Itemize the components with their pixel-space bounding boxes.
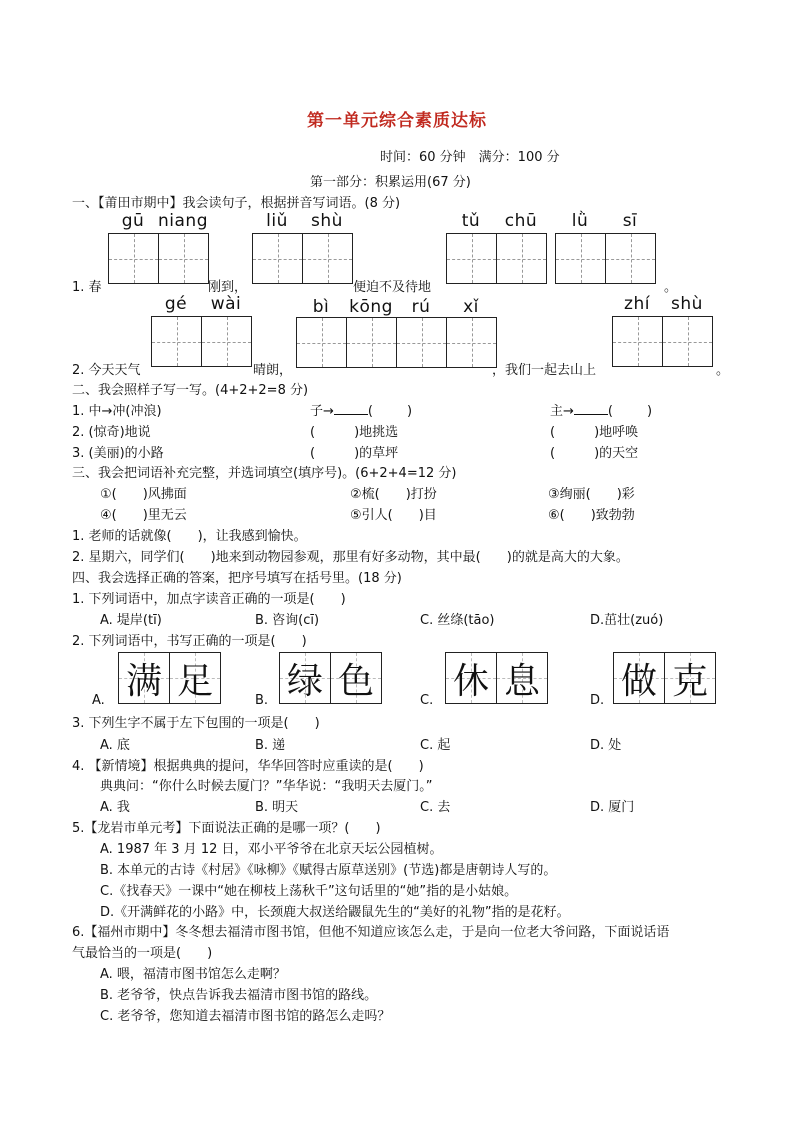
- s2-r1-example: 1. 中→冲(冲浪): [72, 404, 162, 419]
- q1-option-a[interactable]: A. 堤岸(tī): [100, 613, 162, 628]
- pinyin: chū: [504, 211, 538, 231]
- section3-heading: 三、我会把词语补充完整，并选词填空(填序号)。(6+2+4=12 分): [72, 466, 457, 481]
- idiom-6[interactable]: ⑥( )致勃勃: [548, 508, 635, 523]
- write-cell[interactable]: [202, 317, 251, 366]
- page-title: 第一单元综合素质达标: [307, 111, 487, 131]
- q2-stem: 2. 下列词语中，书写正确的一项是( ): [72, 634, 307, 649]
- pinyin: xǐ: [463, 297, 479, 317]
- write-cell[interactable]: [109, 234, 159, 283]
- hanzi: 足: [176, 660, 213, 702]
- s1-row2-text-a: 2. 今天天气: [72, 363, 141, 378]
- q5-option-b[interactable]: B. 本单元的古诗《村居》《咏柳》《赋得古原草送别》(节选)都是唐朝诗人写的。: [100, 863, 557, 878]
- idiom-1[interactable]: ①( )风拂面: [100, 487, 187, 502]
- idiom-2[interactable]: ②梳( )打扮: [350, 487, 437, 502]
- idiom-5[interactable]: ⑤引人( )目: [350, 508, 437, 523]
- time-info: 时间：60 分钟 满分：100 分: [380, 150, 560, 165]
- write-cell[interactable]: [497, 234, 546, 283]
- s1-row1-text-c: 便迫不及待地: [353, 280, 432, 295]
- pinyin: liǔ: [266, 211, 288, 231]
- write-cell[interactable]: [556, 234, 606, 283]
- q5-stem: 5.【龙岩市单元考】下面说法正确的是哪一项？( ): [72, 821, 381, 836]
- write-cell[interactable]: [152, 317, 202, 366]
- hanzi: 做: [620, 660, 657, 702]
- q3-stem: 3. 下列生字不属于左下包围的一项是( ): [72, 716, 320, 731]
- q6-option-a[interactable]: A. 喂，福清市图书馆怎么走啊？: [100, 967, 286, 982]
- s1-row2-text-c: ，我们一起去山上: [492, 363, 597, 378]
- pinyin: kōng: [349, 297, 393, 317]
- q1-option-c[interactable]: C. 丝绦(tāo): [420, 613, 495, 628]
- s2-r1-item3: [550, 400, 652, 419]
- pinyin: shù: [311, 211, 343, 231]
- blank[interactable]: [574, 402, 608, 415]
- q4-option-b[interactable]: B. 明天: [255, 800, 299, 815]
- s2-r3-item2[interactable]: ( )的草坪: [310, 446, 399, 461]
- hanzi: 色: [337, 660, 374, 702]
- s2-text: ): [646, 404, 653, 419]
- q2-option-a-chars[interactable]: [118, 652, 221, 704]
- s1-row2-text-b: 晴朗，: [253, 363, 293, 378]
- q1-stem: 1. 下列词语中，加点字读音正确的一项是( ): [72, 592, 346, 607]
- pinyin: tǔ: [461, 211, 481, 231]
- q5-option-a[interactable]: A. 1987 年 3 月 12 日，邓小平爷爷在北京天坛公园植树。: [100, 842, 443, 857]
- q3-option-b[interactable]: B. 递: [255, 738, 286, 753]
- s2-r3-example: 3. (美丽)的小路: [72, 446, 164, 461]
- s2-r2-item3[interactable]: ( )地呼唤: [550, 425, 639, 440]
- s2-r2-example: 2. (惊奇)地说: [72, 425, 151, 440]
- q2-option-c-chars[interactable]: [445, 652, 548, 704]
- pinyin: bì: [312, 297, 330, 317]
- hanzi: 绿: [286, 660, 323, 702]
- s2-text: ): [406, 404, 413, 419]
- pinyin: niang: [158, 211, 208, 231]
- s2-r2-item2[interactable]: ( )地挑选: [310, 425, 399, 440]
- q5-option-d[interactable]: D.《开满鲜花的小路》中，长颈鹿大叔送给鼹鼠先生的“美好的礼物”指的是花籽。: [100, 905, 570, 920]
- pinyin: rú: [411, 297, 431, 317]
- q2-option-d-label[interactable]: D.: [590, 693, 605, 708]
- q3-option-a[interactable]: A. 底: [100, 738, 130, 753]
- pinyin-box-zhishu: [612, 294, 713, 367]
- pinyin-box-lvsi: [555, 211, 656, 284]
- q2-option-a-label[interactable]: A.: [92, 693, 105, 708]
- q1-option-d[interactable]: D.茁壮(zuó): [590, 613, 664, 628]
- s2-text: (: [367, 404, 373, 419]
- q2-option-d-chars[interactable]: [613, 652, 716, 704]
- write-cell[interactable]: [447, 234, 497, 283]
- write-cell[interactable]: [606, 234, 655, 283]
- section4-heading: 四、我会选择正确的答案，把序号填写在括号里。(18 分): [72, 571, 402, 586]
- s2-text: 子→: [310, 404, 334, 419]
- q2-option-c-label[interactable]: C.: [420, 693, 434, 708]
- q4-option-d[interactable]: D. 厦门: [590, 800, 635, 815]
- q6-stem-line1: 6.【福州市期中】冬冬想去福清市图书馆，但他不知道应该怎么走，于是向一位老大爷问路，下面说话语: [72, 925, 670, 940]
- q2-option-b-label[interactable]: B.: [255, 693, 269, 708]
- s3-question-2: 2. 星期六，同学们( )地来到动物园参观，那里有好多动物，其中最( )的就是高大的大象。: [72, 550, 629, 565]
- q5-option-c[interactable]: C.《找春天》一课中“她在柳枝上荡秋千”这句话里的“她”指的是小姑娘。: [100, 884, 518, 899]
- write-cell[interactable]: [397, 318, 447, 367]
- hanzi: 休: [452, 660, 489, 702]
- pinyin-box-guniang: [108, 211, 209, 284]
- q4-option-a[interactable]: A. 我: [100, 800, 130, 815]
- pinyin-box-bikongruxi: [296, 297, 497, 368]
- q4-scenario: 典典问：“你什么时候去厦门？”华华说：“我明天去厦门。”: [100, 779, 433, 794]
- pinyin: lǜ: [571, 211, 589, 231]
- q3-option-c[interactable]: C. 起: [420, 738, 451, 753]
- s2-text: 主→: [550, 404, 574, 419]
- write-cell[interactable]: [447, 318, 496, 367]
- write-cell[interactable]: [663, 317, 712, 366]
- write-cell[interactable]: [253, 234, 303, 283]
- part-heading: 第一部分：积累运用(67 分): [310, 175, 471, 190]
- s1-row1-text-b: 刚到，: [208, 280, 248, 295]
- pinyin: gū: [121, 211, 145, 231]
- q6-option-c[interactable]: C. 老爷爷，您知道去福清市图书馆的路怎么走吗？: [100, 1009, 391, 1024]
- q4-stem: 4. 【新情境】根据典典的提问，华华回答时应重读的是( ): [72, 759, 424, 774]
- q1-option-b[interactable]: B. 咨询(cī): [255, 613, 320, 628]
- hanzi: 息: [503, 660, 540, 702]
- pinyin: gé: [164, 294, 188, 314]
- s2-r3-item3[interactable]: ( )的天空: [550, 446, 639, 461]
- idiom-3[interactable]: ③绚丽( )彩: [548, 487, 635, 502]
- s1-row1-text-a: 1. 春: [72, 280, 102, 295]
- q4-option-c[interactable]: C. 去: [420, 800, 451, 815]
- idiom-4[interactable]: ④( )里无云: [100, 508, 187, 523]
- pinyin-box-liushu: [252, 211, 353, 284]
- pinyin: sī: [622, 211, 638, 231]
- pinyin: wài: [210, 294, 242, 314]
- hanzi: 满: [125, 660, 162, 702]
- s1-row1-text-d: 。: [664, 280, 678, 295]
- s3-question-1: 1. 老师的话就像( )，让我感到愉快。: [72, 529, 307, 544]
- write-cell[interactable]: [347, 318, 397, 367]
- pinyin-box-gewai: [151, 294, 252, 367]
- blank[interactable]: [334, 402, 368, 415]
- write-cell[interactable]: [297, 318, 347, 367]
- q3-option-d[interactable]: D. 处: [590, 738, 622, 753]
- s1-row2-text-d: 。: [716, 363, 730, 378]
- section2-heading: 二、我会照样子写一写。(4+2+2=8 分): [72, 383, 309, 398]
- pinyin: zhí: [624, 294, 650, 314]
- s2-r1-item2: [310, 400, 412, 419]
- q6-option-b[interactable]: B. 老爷爷，快点告诉我去福清市图书馆的路线。: [100, 988, 378, 1003]
- q6-stem-line2: 气最恰当的一项是( ): [72, 946, 213, 961]
- pinyin: shù: [671, 294, 703, 314]
- pinyin-box-tuchu: [446, 211, 547, 284]
- hanzi: 克: [671, 660, 708, 702]
- section1-heading: 一、【莆田市期中】我会读句子，根据拼音写词语。(8 分): [72, 196, 401, 211]
- write-cell[interactable]: [159, 234, 208, 283]
- q2-option-b-chars[interactable]: [279, 652, 382, 704]
- s2-text: (: [607, 404, 613, 419]
- write-cell[interactable]: [613, 317, 663, 366]
- write-cell[interactable]: [303, 234, 352, 283]
